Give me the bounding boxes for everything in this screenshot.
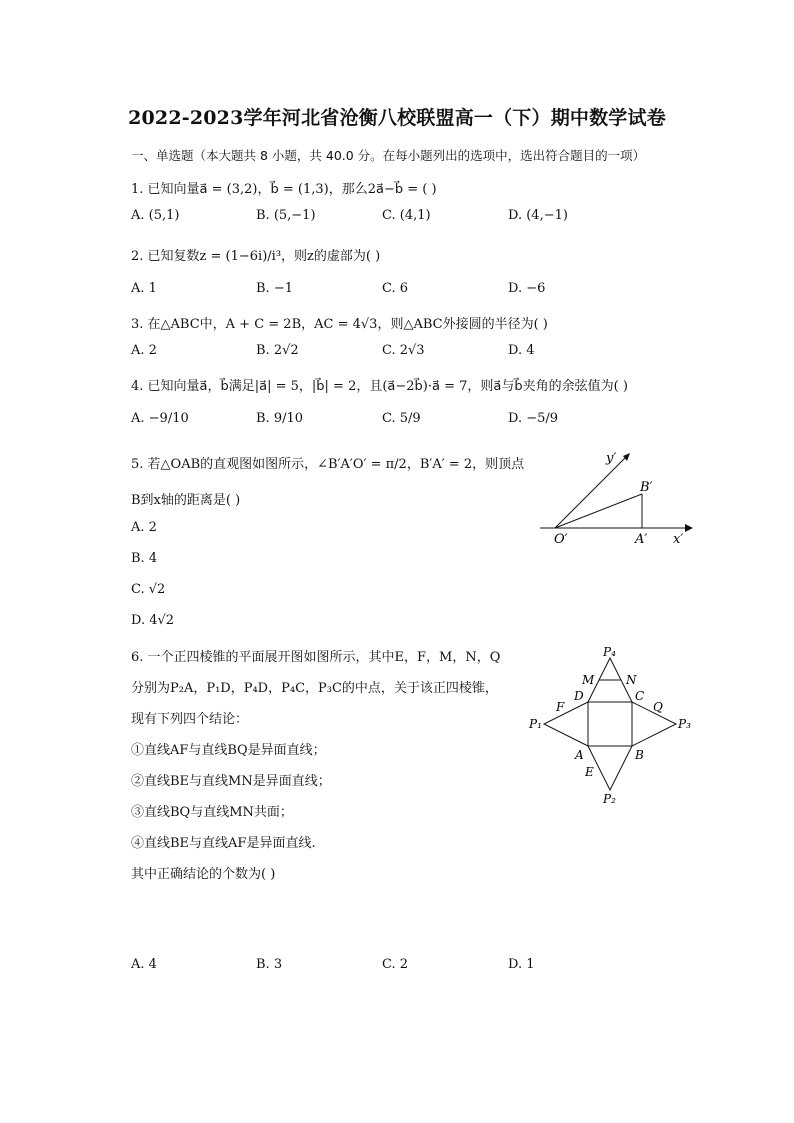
- question-2-stem: 2. 已知复数z = (1−6i)/i³，则z的虚部为( ): [131, 249, 381, 264]
- label-p1: P₁: [529, 717, 542, 731]
- label-b: B: [635, 748, 644, 762]
- question-6-stem-line-2: 分别为P₂A，P₁D，P₄D，P₄C，P₃C的中点，关于该正四棱锥，: [131, 681, 498, 696]
- label-n: N: [626, 673, 637, 687]
- q5-option-a: A. 2: [131, 520, 157, 535]
- question-1-stem: 1. 已知向量a⃗ = (3,2)，b⃗ = (1,3)，那么2a⃗−b⃗ = ( ): [131, 182, 437, 197]
- q6-option-a: A. 4: [131, 957, 157, 972]
- q5-option-c: C. √2: [131, 582, 166, 597]
- page-title: 2022-2023学年河北省沧衡八校联盟高一（下）期中数学试卷: [128, 107, 666, 129]
- q1-option-d: D. (4,−1): [508, 208, 568, 223]
- q3-option-b: B. 2√2: [256, 343, 299, 358]
- figure-q5-oblique-axes: [530, 445, 700, 550]
- q6-option-c: C. 2: [382, 957, 409, 972]
- q1-option-a: A. (5,1): [131, 208, 180, 223]
- label-m: M: [582, 673, 595, 687]
- q4-option-c: C. 5/9: [382, 411, 421, 426]
- q2-option-a: A. 1: [131, 281, 157, 296]
- label-origin: O′: [554, 532, 568, 547]
- q2-option-b: B. −1: [256, 281, 293, 296]
- q5-option-b: B. 4: [131, 551, 158, 566]
- question-6-stem-line-1: 6. 一个正四棱锥的平面展开图如图所示，其中E，F，M，N，Q: [131, 650, 501, 665]
- label-e: E: [585, 765, 594, 779]
- section-header: 一、单选题（本大题共 8 小题，共 40.0 分。在每小题列出的选项中，选出符合题目的一项）: [131, 148, 646, 163]
- label-p3: P₃: [678, 717, 691, 731]
- q4-option-b: B. 9/10: [256, 411, 304, 426]
- question-6-stem-line-3: 现有下列四个结论：: [131, 712, 249, 727]
- q6-option-d: D. 1: [508, 957, 535, 972]
- question-5-stem-line-2: B到x轴的距离是( ): [131, 493, 241, 508]
- label-p2: P₂: [603, 792, 616, 806]
- label-q: Q: [653, 700, 663, 714]
- label-d: D: [574, 689, 584, 703]
- label-b: B′: [640, 480, 653, 495]
- question-6-statement-3: ③直线BQ与直线MN共面；: [131, 805, 293, 820]
- q3-option-c: C. 2√3: [382, 343, 425, 358]
- label-f: F: [556, 700, 565, 714]
- q2-option-d: D. −6: [508, 281, 546, 296]
- question-4-stem: 4. 已知向量a⃗，b⃗满足|a⃗| = 5，|b⃗| = 2，且(a⃗−2b⃗)·a⃗ = 7，则a⃗与b⃗夹角的余弦值为( ): [131, 379, 628, 394]
- label-c: C: [635, 689, 645, 703]
- q6-option-b: B. 3: [256, 957, 283, 972]
- q5-option-d: D. 4√2: [131, 613, 175, 628]
- label-p4: P₄: [603, 645, 616, 659]
- label-a: A′: [635, 532, 648, 547]
- q3-option-d: D. 4: [508, 343, 535, 358]
- question-6-statement-2: ②直线BE与直线MN是异面直线；: [131, 774, 331, 789]
- q2-option-c: C. 6: [382, 281, 409, 296]
- question-3-stem: 3. 在△ABC中，A + C = 2B，AC = 4√3，则△ABC外接圆的半径为( ): [131, 317, 548, 332]
- q4-option-a: A. −9/10: [131, 411, 189, 426]
- question-5-stem-line-1: 5. 若△OAB的直观图如图所示，∠B′A′O′ = π/2，B′A′ = 2，则顶点: [131, 457, 525, 472]
- label-x-axis: x′: [673, 532, 684, 547]
- q3-option-a: A. 2: [131, 343, 157, 358]
- question-6-statement-4: ④直线BE与直线AF是异面直线.: [131, 836, 316, 851]
- label-y-axis: y′: [606, 451, 617, 466]
- q1-option-b: B. (5,−1): [256, 208, 316, 223]
- question-6-statement-1: ①直线AF与直线BQ是异面直线；: [131, 743, 326, 758]
- q4-option-d: D. −5/9: [508, 411, 559, 426]
- figure-q6-pyramid-net: [525, 640, 705, 810]
- label-a: A: [575, 748, 584, 762]
- question-6-prompt: 其中正确结论的个数为( ): [131, 867, 276, 882]
- q1-option-c: C. (4,1): [382, 208, 431, 223]
